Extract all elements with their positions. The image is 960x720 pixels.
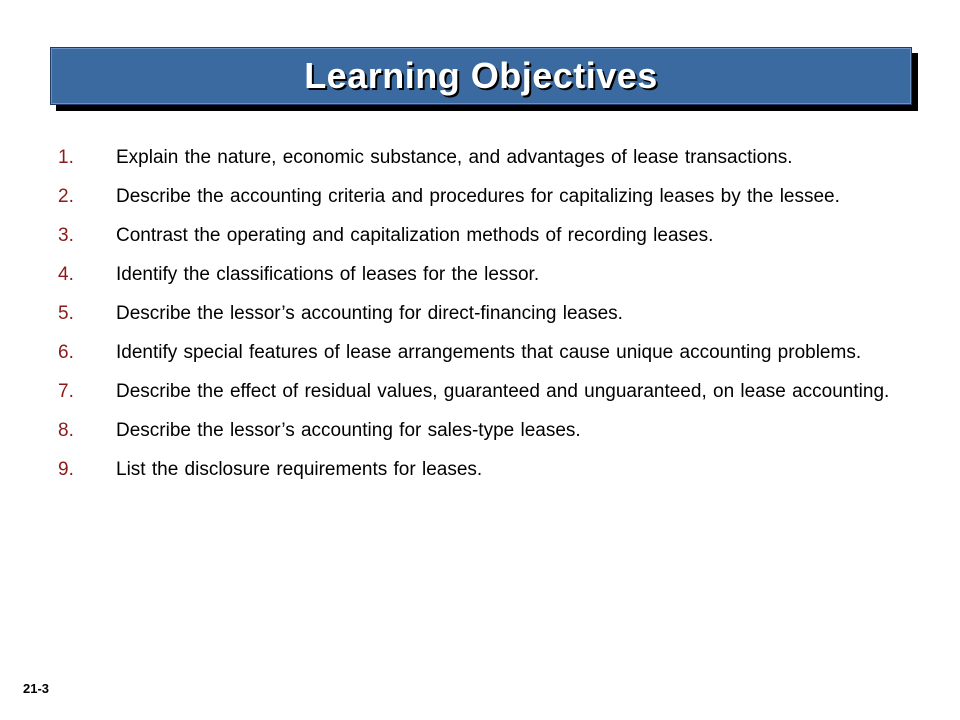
objective-number: 1. <box>58 147 74 168</box>
objective-text: Identify special features of lease arrangements that cause unique accounting problems. <box>116 342 862 363</box>
slide-number: 21-3 <box>23 681 50 696</box>
objective-text: Describe the effect of residual values, guaranteed and unguaranteed, on lease accounting. <box>116 381 890 402</box>
objective-number: 5. <box>58 303 74 324</box>
objective-number: 8. <box>58 420 74 441</box>
objective-text: Contrast the operating and capitalization methods of recording leases. <box>116 225 714 246</box>
objective-number: 4. <box>58 264 74 285</box>
objectives-list <box>58 143 908 494</box>
objective-text: Describe the accounting criteria and procedures for capitalizing leases by the lessee. <box>116 186 840 207</box>
list-item <box>58 455 908 485</box>
objective-number: 2. <box>58 186 74 207</box>
list-item <box>58 221 908 251</box>
objective-text: Describe the lessor’s accounting for direct-financing leases. <box>116 303 623 324</box>
objective-text: Identify the classifications of leases for the lessor. <box>116 264 540 285</box>
title-bar <box>50 47 912 105</box>
objective-number: 3. <box>58 225 74 246</box>
list-item <box>58 377 908 407</box>
list-item <box>58 416 908 446</box>
objective-text: Explain the nature, economic substance, and advantages of lease transactions. <box>116 147 793 168</box>
slide-title: Learning Objectives <box>304 55 658 96</box>
list-item <box>58 338 908 368</box>
objective-text: Describe the lessor’s accounting for sales-type leases. <box>116 420 581 441</box>
list-item <box>58 143 908 173</box>
list-item <box>58 260 908 290</box>
objective-number: 9. <box>58 459 74 480</box>
list-item <box>58 299 908 329</box>
objective-number: 7. <box>58 381 74 402</box>
list-item <box>58 182 908 212</box>
objective-text: List the disclosure requirements for leases. <box>116 459 483 480</box>
objective-number: 6. <box>58 342 74 363</box>
